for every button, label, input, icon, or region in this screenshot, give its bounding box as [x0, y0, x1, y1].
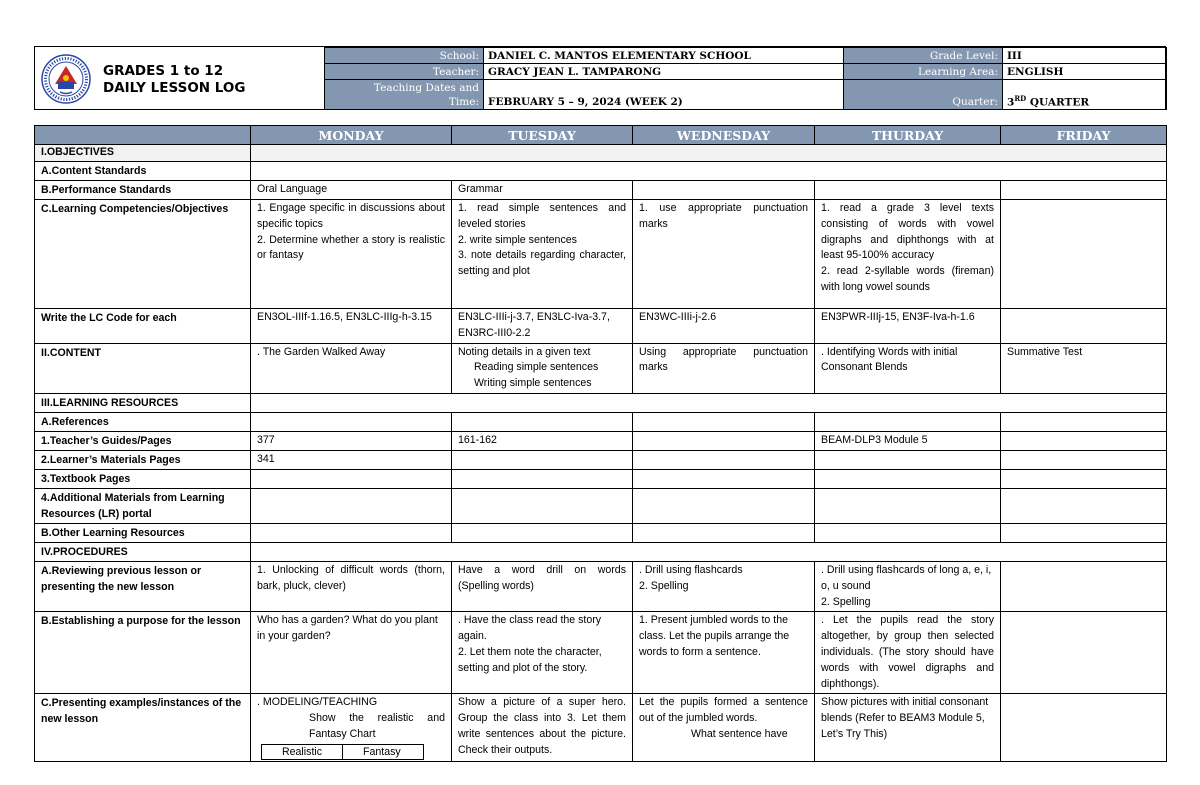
establishing-wed: 1. Present jumbled words to the class. Let the pupils arrange the words to form a sentence. — [633, 612, 815, 694]
learners-materials-label: 2.Learner’s Materials Pages — [35, 450, 251, 469]
day-wednesday: WEDNESDAY — [633, 126, 815, 145]
learners-materials-thu — [815, 450, 1001, 469]
chart-col-realistic: Realistic — [262, 744, 343, 759]
teaching-dates-value: FEBRUARY 5 – 9, 2024 (WEEK 2) — [484, 80, 844, 110]
performance-tue: Grammar — [452, 181, 633, 200]
reviewing-thu-2: 2. Spelling — [821, 595, 871, 608]
lc-code-thu: EN3PWR-IIIj-15, EN3F-Iva-h-1.6 — [815, 309, 1001, 344]
procedures-label: IV.PROCEDURES — [35, 542, 251, 561]
day-friday: FRIDAY — [1001, 126, 1167, 145]
content-tue — [452, 343, 633, 393]
other-thu — [815, 523, 1001, 542]
additional-thu — [815, 488, 1001, 523]
content-wed: Using appropriate punctuation marks — [633, 343, 815, 393]
presenting-label: C.Presenting examples/instances of the new lesson — [35, 694, 251, 761]
additional-tue — [452, 488, 633, 523]
references-wed — [633, 412, 815, 431]
row-reviewing — [35, 561, 1167, 611]
references-thu — [815, 412, 1001, 431]
other-wed — [633, 523, 815, 542]
textbook-wed — [633, 469, 815, 488]
learning-resources-label: III.LEARNING RESOURCES — [35, 393, 251, 412]
header-info-table — [324, 47, 1167, 110]
establishing-mon: Who has a garden? What do you plant in your garden? — [251, 612, 452, 694]
day-thursday: THURDAY — [815, 126, 1001, 145]
presenting-mon — [251, 694, 452, 761]
additional-fri — [1001, 488, 1167, 523]
additional-mon — [251, 488, 452, 523]
lc-code-wed: EN3WC-IIIi-j-2.6 — [633, 309, 815, 344]
row-objectives — [35, 145, 1167, 162]
row-competencies — [35, 200, 1167, 309]
presenting-fri — [1001, 694, 1167, 761]
competency-wed-1: 1. use appropriate punctuation marks — [639, 202, 808, 230]
objectives-fill — [251, 145, 1167, 162]
competency-tue-1: 1. read simple sentences and leveled stories — [458, 202, 626, 230]
procedures-fill — [251, 542, 1167, 561]
lesson-log-table — [34, 125, 1167, 762]
learners-materials-tue — [452, 450, 633, 469]
competencies-wed — [633, 200, 815, 309]
content-standards-label: A.Content Standards — [35, 162, 251, 181]
performance-thu — [815, 181, 1001, 200]
reviewing-wed-2: 2. Spelling — [639, 579, 689, 592]
competencies-thu — [815, 200, 1001, 309]
establishing-tue-1: . Have the class read the story again. — [458, 614, 602, 643]
quarter-label: Quarter: — [844, 80, 1003, 110]
row-performance-standards — [35, 181, 1167, 200]
performance-mon: Oral Language — [251, 181, 452, 200]
competency-tue-3: 3. note details regarding character, setting and plot — [458, 249, 626, 278]
teacher-value: GRACY JEAN L. TAMPARONG — [484, 64, 844, 80]
presenting-wed-1: Let the pupils formed a sentence out of the jumbled words. — [639, 696, 808, 725]
competencies-tue — [452, 200, 633, 309]
lc-code-mon: EN3OL-IIIf-1.16.5, EN3LC-IIIg-h-3.15 — [251, 309, 452, 344]
row-learners-materials — [35, 450, 1167, 469]
presenting-tue: Show a picture of a super hero. Group the class into 3. Let them write sentences about the picture. Check their outputs. — [452, 694, 633, 761]
establishing-tue — [452, 612, 633, 694]
establishing-tue-2: 2. Let them note the character, setting and plot of the story. — [458, 645, 602, 674]
quarter-ordinal: RD — [1014, 93, 1027, 103]
content-thu: . Identifying Words with initial Consonant Blends — [815, 343, 1001, 393]
references-label: A.References — [35, 412, 251, 431]
textbook-thu — [815, 469, 1001, 488]
day-header-row — [35, 126, 1167, 145]
content-standards-value — [251, 162, 1167, 181]
reviewing-mon: 1. Unlocking of difficult words (thorn, bark, pluck, clever) — [251, 561, 452, 611]
row-teachers-guide — [35, 431, 1167, 450]
learners-materials-mon: 341 — [251, 450, 452, 469]
row-additional-materials — [35, 488, 1167, 523]
references-fri — [1001, 412, 1167, 431]
references-tue — [452, 412, 633, 431]
content-label: II.CONTENT — [35, 343, 251, 393]
content-fri: Summative Test — [1001, 343, 1167, 393]
learning-area-label: Learning Area: — [844, 64, 1003, 80]
textbook-tue — [452, 469, 633, 488]
performance-fri — [1001, 181, 1167, 200]
realistic-fantasy-chart — [261, 744, 424, 760]
teachers-guide-thu: BEAM-DLP3 Module 5 — [815, 431, 1001, 450]
lc-code-fri — [1001, 309, 1167, 344]
presenting-mon-2: Show the realistic and Fantasy Chart — [309, 712, 445, 740]
presenting-wed-2: What sentence have — [691, 727, 788, 740]
other-mon — [251, 523, 452, 542]
references-mon — [251, 412, 452, 431]
school-value: DANIEL C. MANTOS ELEMENTARY SCHOOL — [484, 48, 844, 64]
content-tue-1: Noting details in a given text — [458, 345, 591, 358]
textbook-label: 3.Textbook Pages — [35, 469, 251, 488]
quarter-value — [1003, 80, 1167, 110]
row-content — [35, 343, 1167, 393]
reviewing-thu — [815, 561, 1001, 611]
competency-tue-2: 2. write simple sentences — [458, 233, 577, 246]
competency-thu-2: 2. read 2-syllable words (fireman) with long vowel sounds — [821, 265, 994, 293]
presenting-wed — [633, 694, 815, 761]
teachers-guide-mon: 377 — [251, 431, 452, 450]
learners-materials-fri — [1001, 450, 1167, 469]
competency-mon-1: 1. Engage specific in discussions about specific topics — [257, 202, 445, 230]
reviewing-wed-1: . Drill using flashcards — [639, 563, 743, 576]
quarter-word: QUARTER — [1026, 96, 1090, 108]
title-line-1: GRADES 1 to 12 — [103, 63, 224, 79]
establishing-thu: . Let the pupils read the story altogether, by group then selected individuals. (The story should have words with vowel digraphs and diphthongs). — [815, 612, 1001, 694]
textbook-mon — [251, 469, 452, 488]
deped-seal-icon — [41, 54, 91, 104]
teachers-guide-wed — [633, 431, 815, 450]
reviewing-thu-1: . Drill using flashcards of long a, e, i, o, u sound — [821, 563, 992, 592]
teachers-guide-label: 1.Teacher’s Guides/Pages — [35, 431, 251, 450]
competencies-fri — [1001, 200, 1167, 309]
grade-level-value: III — [1003, 48, 1167, 64]
chart-col-fantasy: Fantasy — [343, 744, 424, 759]
grade-level-label: Grade Level: — [844, 48, 1003, 64]
competencies-mon — [251, 200, 452, 309]
lc-code-tue: EN3LC-IIIi-j-3.7, EN3LC-Iva-3.7, EN3RC-III0-2.2 — [452, 309, 633, 344]
content-mon: . The Garden Walked Away — [251, 343, 452, 393]
content-tue-3: Writing simple sentences — [474, 377, 592, 390]
row-establishing — [35, 612, 1167, 694]
teaching-dates-label — [325, 80, 484, 110]
learning-area-value: ENGLISH — [1003, 64, 1167, 80]
document-title — [103, 63, 245, 97]
competencies-label: C.Learning Competencies/Objectives — [35, 200, 251, 309]
reviewing-fri — [1001, 561, 1167, 611]
day-monday: MONDAY — [251, 126, 452, 145]
other-fri — [1001, 523, 1167, 542]
row-other-resources — [35, 523, 1167, 542]
row-procedures — [35, 542, 1167, 561]
learning-resources-fill — [251, 393, 1167, 412]
row-learning-resources — [35, 393, 1167, 412]
blank-header-cell — [35, 126, 251, 145]
establishing-fri — [1001, 612, 1167, 694]
teachers-guide-tue: 161-162 — [452, 431, 633, 450]
additional-materials-label: 4.Additional Materials from Learning Resources (LR) portal — [35, 488, 251, 523]
textbook-fri — [1001, 469, 1167, 488]
header-title-block — [35, 47, 324, 109]
teachers-guide-fri — [1001, 431, 1167, 450]
title-line-2: DAILY LESSON LOG — [103, 80, 246, 96]
reviewing-label: A.Reviewing previous lesson or presenting the new lesson — [35, 561, 251, 611]
additional-wed — [633, 488, 815, 523]
day-tuesday: TUESDAY — [452, 126, 633, 145]
establishing-label: B.Establishing a purpose for the lesson — [35, 612, 251, 694]
content-tue-2: Reading simple sentences — [474, 361, 599, 374]
lc-code-label: Write the LC Code for each — [35, 309, 251, 344]
teaching-dates-label-line1: Teaching Dates and — [373, 82, 479, 94]
reviewing-tue: Have a word drill on words (Spelling words) — [452, 561, 633, 611]
row-presenting — [35, 694, 1167, 761]
competency-mon-2: 2. Determine whether a story is realistic or fantasy — [257, 233, 445, 262]
row-lc-code — [35, 309, 1167, 344]
competency-thu-1: 1. read a grade 3 level texts consisting of words with vowel digraphs and diphthongs with at least 95-100% accuracy — [821, 202, 994, 262]
objectives-label: I.OBJECTIVES — [35, 145, 251, 162]
dll-header — [34, 46, 1166, 110]
school-label: School: — [325, 48, 484, 64]
row-content-standards — [35, 162, 1167, 181]
row-textbook — [35, 469, 1167, 488]
performance-standards-label: B.Performance Standards — [35, 181, 251, 200]
other-tue — [452, 523, 633, 542]
row-references — [35, 412, 1167, 431]
teacher-label: Teacher: — [325, 64, 484, 80]
presenting-thu: Show pictures with initial consonant blends (Refer to BEAM3 Module 5, Let’s Try This) — [815, 694, 1001, 761]
learners-materials-wed — [633, 450, 815, 469]
performance-wed — [633, 181, 815, 200]
other-resources-label: B.Other Learning Resources — [35, 523, 251, 542]
teaching-dates-label-line2: Time: — [448, 96, 479, 108]
reviewing-wed — [633, 561, 815, 611]
quarter-number: 3 — [1007, 96, 1015, 108]
presenting-mon-1: . MODELING/TEACHING — [257, 696, 378, 709]
